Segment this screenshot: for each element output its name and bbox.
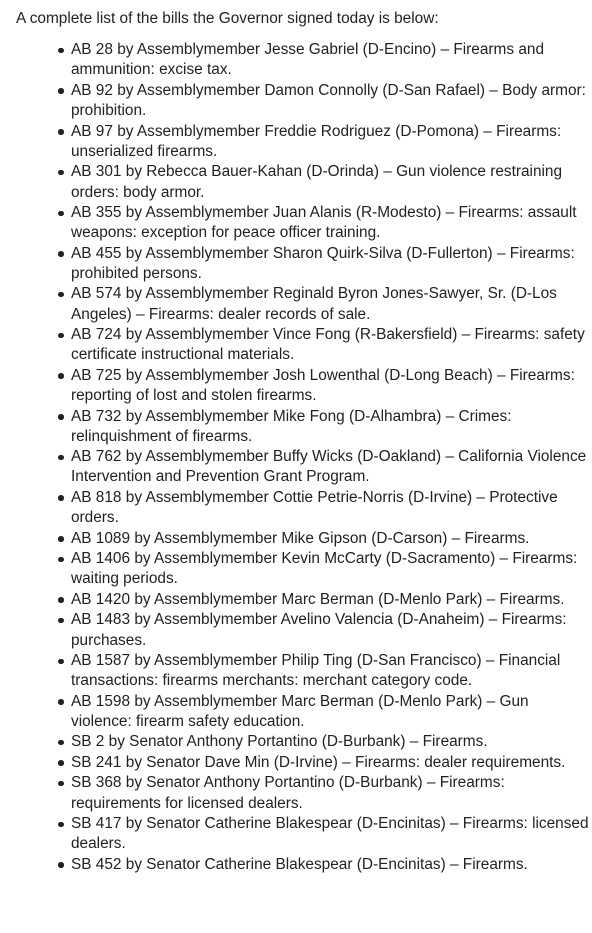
list-item: AB 818 by Assemblymember Cottie Petrie-Norris (D-Irvine) – Protective orders. (71, 488, 592, 528)
list-item: AB 92 by Assemblymember Damon Connolly (D-San Rafael) – Body armor: prohibition. (71, 81, 592, 121)
list-item: SB 2 by Senator Anthony Portantino (D-Burbank) – Firearms. (71, 732, 592, 752)
list-item: AB 1598 by Assemblymember Marc Berman (D-Menlo Park) – Gun violence: firearm safety education. (71, 692, 592, 732)
list-item: SB 241 by Senator Dave Min (D-Irvine) – Firearms: dealer requirements. (71, 753, 592, 773)
list-item: AB 455 by Assemblymember Sharon Quirk-Silva (D-Fullerton) – Firearms: prohibited persons. (71, 244, 592, 284)
list-item: AB 1483 by Assemblymember Avelino Valencia (D-Anaheim) – Firearms: purchases. (71, 610, 592, 650)
list-item: AB 724 by Assemblymember Vince Fong (R-Bakersfield) – Firearms: safety certificate instructional materials. (71, 325, 592, 365)
list-item: AB 725 by Assemblymember Josh Lowenthal (D-Long Beach) – Firearms: reporting of lost and stolen firearms. (71, 366, 592, 406)
bill-list (16, 40, 592, 875)
list-item: SB 417 by Senator Catherine Blakespear (D-Encinitas) – Firearms: licensed dealers. (71, 814, 592, 854)
list-item: AB 1089 by Assemblymember Mike Gipson (D-Carson) – Firearms. (71, 529, 592, 549)
list-item: AB 301 by Rebecca Bauer-Kahan (D-Orinda) – Gun violence restraining orders: body armor. (71, 162, 592, 202)
list-item: AB 574 by Assemblymember Reginald Byron Jones-Sawyer, Sr. (D-Los Angeles) – Firearms: dealer records of sale. (71, 284, 592, 324)
list-item: SB 368 by Senator Anthony Portantino (D-Burbank) – Firearms: requirements for licensed dealers. (71, 773, 592, 813)
list-item: SB 452 by Senator Catherine Blakespear (D-Encinitas) – Firearms. (71, 855, 592, 875)
intro-text: A complete list of the bills the Governor signed today is below: (16, 10, 439, 27)
list-item: AB 97 by Assemblymember Freddie Rodriguez (D-Pomona) – Firearms: unserialized firearms. (71, 122, 592, 162)
list-item: AB 762 by Assemblymember Buffy Wicks (D-Oakland) – California Violence Intervention and Prevention Grant Program. (71, 447, 592, 487)
list-item: AB 1587 by Assemblymember Philip Ting (D-San Francisco) – Financial transactions: firearms merchants: merchant category code. (71, 651, 592, 691)
list-item: AB 1420 by Assemblymember Marc Berman (D-Menlo Park) – Firearms. (71, 590, 592, 610)
list-item: AB 355 by Assemblymember Juan Alanis (R-Modesto) – Firearms: assault weapons: exception for peace officer training. (71, 203, 592, 243)
list-item: AB 28 by Assemblymember Jesse Gabriel (D-Encino) – Firearms and ammunition: excise tax. (71, 40, 592, 80)
list-item: AB 1406 by Assemblymember Kevin McCarty (D-Sacramento) – Firearms: waiting periods. (71, 549, 592, 589)
list-item: AB 732 by Assemblymember Mike Fong (D-Alhambra) – Crimes: relinquishment of firearms. (71, 407, 592, 447)
